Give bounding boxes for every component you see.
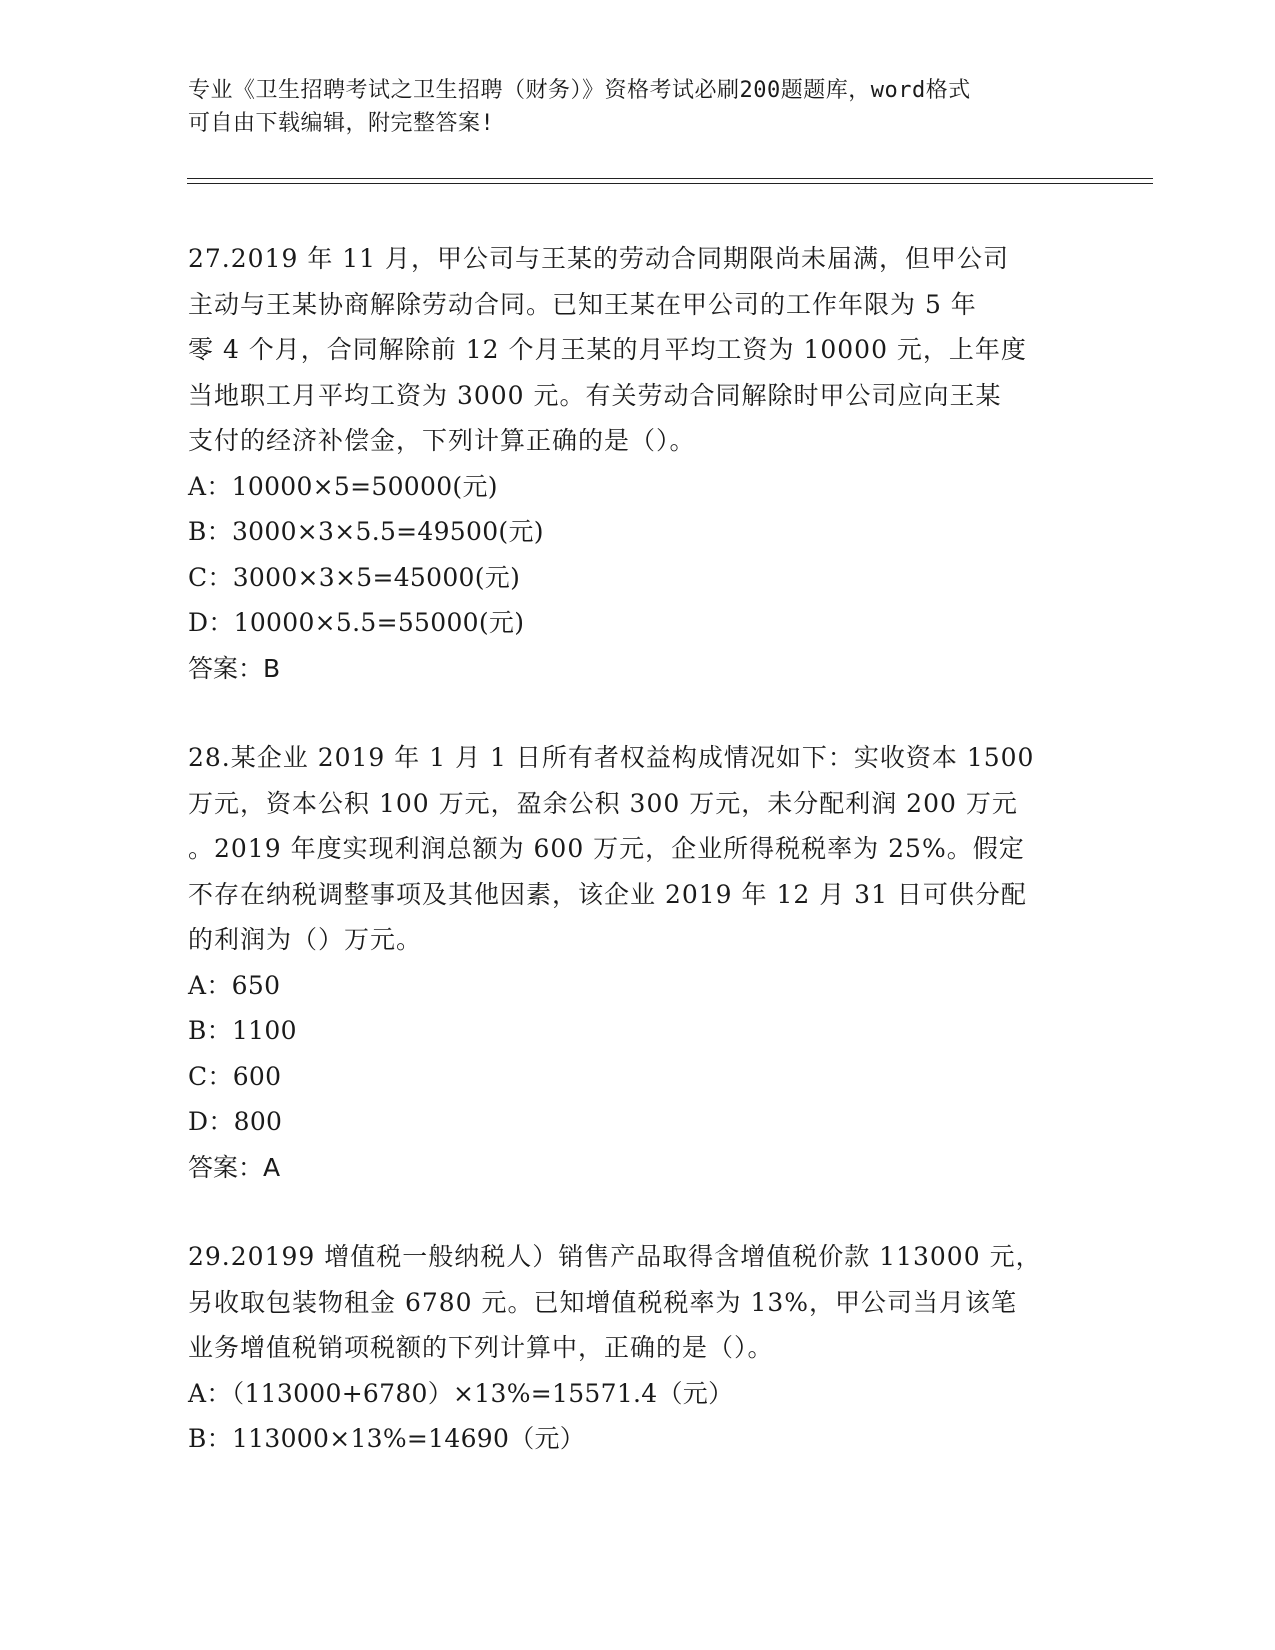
option-b: B：3000×3×5.5=49500(元) xyxy=(188,517,544,546)
question-28 xyxy=(188,735,1088,1190)
question-text-line: 另收取包装物租金 6780 元。已知增值税税率为 13%，甲公司当月该笔 xyxy=(188,1287,1018,1317)
question-list xyxy=(188,236,1088,1506)
header-rule-top xyxy=(187,178,1153,179)
header-line-2: 可自由下载编辑，附完整答案! xyxy=(188,111,495,136)
question-text-line: 不存在纳税调整事项及其他因素，该企业 2019 年 12 月 31 日可供分配 xyxy=(188,879,1027,909)
question-text-line: 业务增值税销项税额的下列计算中，正确的是（）。 xyxy=(188,1333,774,1362)
option-a: A：（113000+6780）×13%=15571.4（元） xyxy=(188,1378,734,1408)
header-rule-bottom xyxy=(187,183,1153,184)
question-text-line: 当地职工月平均工资为 3000 元。有关劳动合同解除时甲公司应向王某 xyxy=(188,380,1002,410)
document-header xyxy=(188,74,1068,140)
question-text-line: 零 4 个月，合同解除前 12 个月王某的月平均工资为 10000 元，上年度 xyxy=(188,335,1027,364)
question-text-line: 27.2019 年 11 月，甲公司与王某的劳动合同期限尚未届满，但甲公司 xyxy=(188,244,1010,273)
option-c: C：3000×3×5=45000(元) xyxy=(188,562,521,592)
question-text-line: 的利润为（）万元。 xyxy=(188,925,423,954)
question-27 xyxy=(188,236,1088,691)
question-text-line: 。2019 年度实现利润总额为 600 万元，企业所得税税率为 25%。假定 xyxy=(188,834,1025,863)
question-text-line: 28.某企业 2019 年 1 月 1 日所有者权益构成情况如下：实收资本 1500 xyxy=(188,743,1035,772)
option-b: B：1100 xyxy=(188,1016,297,1045)
question-29 xyxy=(188,1234,1088,1462)
option-d: D：10000×5.5=55000(元) xyxy=(188,608,525,637)
question-text-line: 主动与王某协商解除劳动合同。已知王某在甲公司的工作年限为 5 年 xyxy=(188,289,977,319)
question-text-line: 支付的经济补偿金，下列计算正确的是（）。 xyxy=(188,426,696,455)
header-line-1: 专业《卫生招聘考试之卫生招聘（财务）》资格考试必刷200题题库，word格式 xyxy=(188,78,971,103)
question-text-line: 29.20199 增值税一般纳税人）销售产品取得含增值税价款 113000 元， xyxy=(188,1242,1042,1271)
option-a: A：10000×5=50000(元) xyxy=(188,471,498,501)
answer-line: 答案：B xyxy=(188,653,281,683)
option-b: B：113000×13%=14690（元） xyxy=(188,1424,586,1453)
question-text-line: 万元，资本公积 100 万元，盈余公积 300 万元，未分配利润 200 万元 xyxy=(188,788,1018,818)
option-a: A：650 xyxy=(188,970,281,1000)
answer-line: 答案：A xyxy=(188,1152,281,1182)
option-d: D：800 xyxy=(188,1107,283,1136)
option-c: C：600 xyxy=(188,1061,282,1091)
